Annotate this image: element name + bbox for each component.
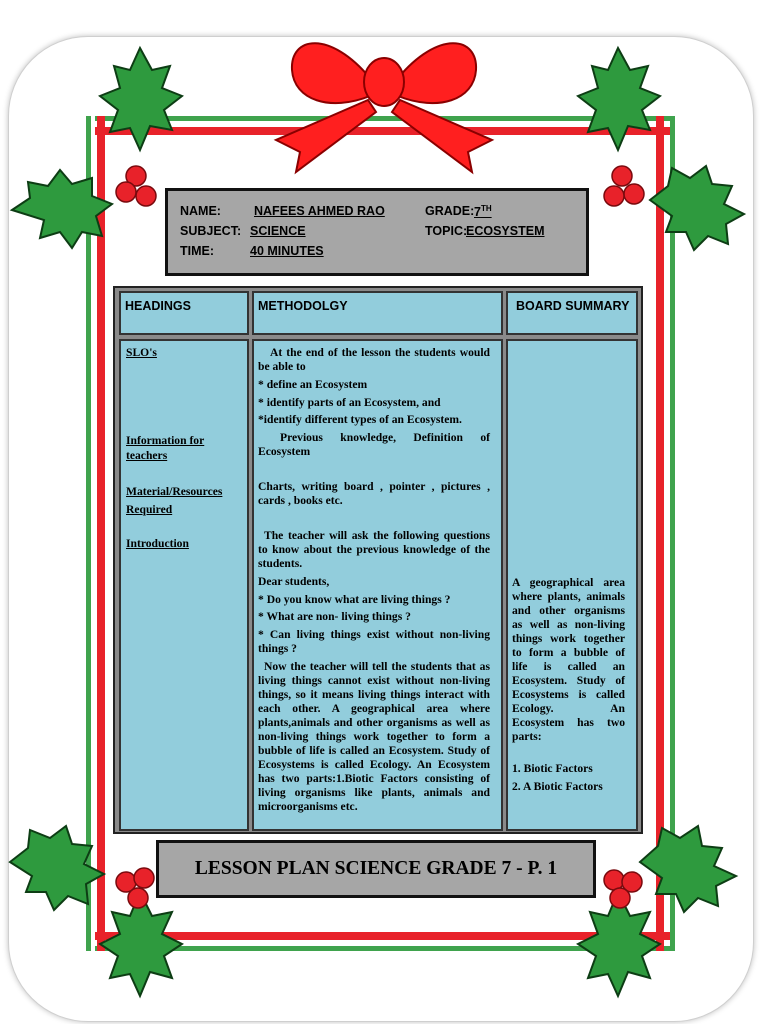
intro-lead-text: The teacher will ask the following questions to know about the previous knowledge of the students.: [258, 529, 490, 570]
board-summary-text: A geographical area where plants, animals and other organisms as well as non-living things work together to form a bubble of life is called an Ecosystem. Study of Ecosystems is called Ecology. An Ecosystem has two parts:: [512, 576, 625, 743]
grade-value: 7TH: [474, 204, 492, 220]
slo-intro: At the end of the lesson the students would be able to: [258, 346, 490, 373]
board-summary-cell: [506, 339, 638, 831]
heading-introduction: Introduction: [126, 537, 189, 550]
header-methodology: METHODOLGY: [252, 291, 503, 335]
time-value: 40 MINUTES: [250, 244, 324, 258]
time-label: TIME:: [180, 244, 215, 258]
methodology-cell: [252, 339, 503, 831]
header-board-summary: BOARD SUMMARY: [506, 291, 638, 335]
subject-value: SCIENCE: [250, 224, 306, 238]
question-item: * Can living things exist without non-living things ?: [258, 628, 490, 655]
lesson-info-box: [165, 188, 589, 276]
page-title-box: [156, 840, 596, 898]
materials-text: Charts, writing board , pointer , pictures , cards , books etc.: [258, 480, 490, 507]
explanation-text: Now the teacher will tell the students that as living things cannot exist without non-living things, so it means living things interact with each other. A geographical area where plants,animals and other organisms as well as non-living things work together to form a bubble of life is called an Ecosystem. Study of Ecosystems is called Ecology. An Ecosystem has two parts:1.Biotic Factors consisting of living organisms like plants, animals and microorganisms etc.: [258, 660, 490, 813]
header-headings: HEADINGS: [119, 291, 249, 335]
heading-information: Information for teachers: [126, 434, 205, 462]
headings-cell: [119, 339, 249, 831]
teacher-name: NAFEES AHMED RAO: [254, 204, 385, 218]
question-item: * What are non- living things ?: [258, 610, 411, 623]
slo-item: * identify parts of an Ecosystem, and: [258, 396, 441, 409]
heading-slos: SLO's: [126, 346, 157, 359]
slo-item: * define an Ecosystem: [258, 378, 368, 391]
question-item: * Do you know what are living things ?: [258, 593, 451, 606]
topic-value: ECOSYSTEM: [466, 224, 545, 238]
page-title: LESSON PLAN SCIENCE GRADE 7 - P. 1: [194, 858, 558, 879]
heading-materials: Material/Resources Required: [126, 485, 223, 516]
greeting-text: Dear students,: [258, 575, 330, 588]
slo-item: *identify different types of an Ecosystem.: [258, 413, 462, 426]
grade-label: GRADE:: [425, 204, 475, 218]
subject-label: SUBJECT:: [180, 224, 242, 238]
board-summary-item: 2. A Biotic Factors: [512, 780, 603, 793]
board-summary-item: 1. Biotic Factors: [512, 762, 593, 775]
lesson-plan-table: [113, 286, 643, 834]
info-text: Previous knowledge, Definition of Ecosystem: [258, 431, 490, 458]
name-label: NAME:: [180, 204, 221, 218]
topic-label: TOPIC:: [425, 224, 468, 238]
